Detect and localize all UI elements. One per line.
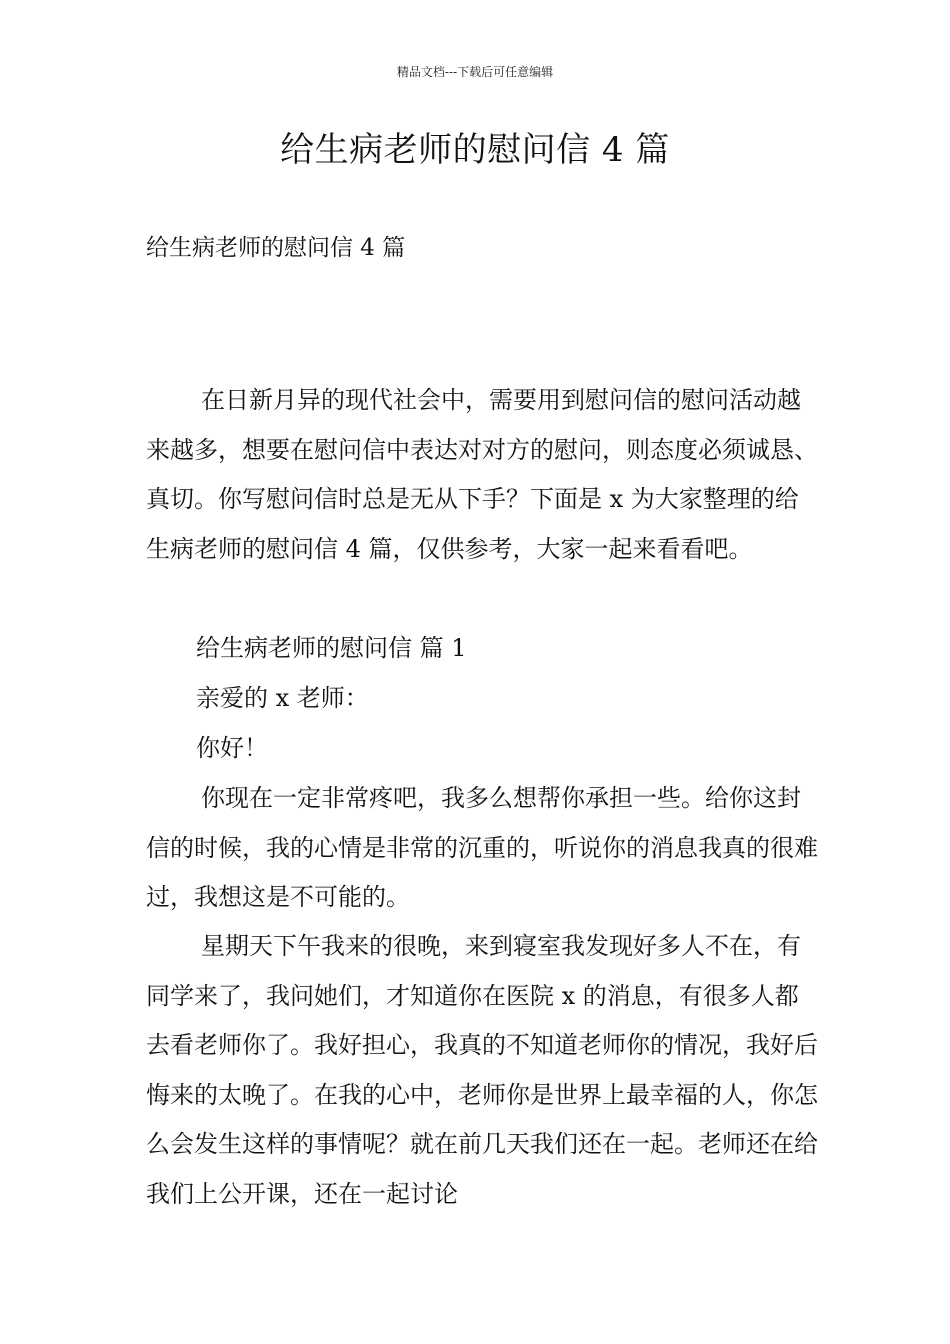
page-header-watermark: 精品文档---下载后可任意编辑 — [396, 65, 554, 79]
letter-paragraph-1: 你现在一定非常疼吧，我多么想帮你承担一些。给你这封信的时候，我的心情是非常的沉重的，听说你的消息我真的很难过，我想这是不可能的。 — [146, 784, 818, 911]
letter-salutation: 亲爱的 x 老师： — [196, 684, 369, 712]
letter-paragraph-2: 星期天下午我来的很晚，来到寝室我发现好多人不在，有同学来了，我问她们，才知道你在医院 x 的消息，有很多人都去看老师你了。我好担心，我真的不知道老师你的情况，我好后悔来的太晚了。在我的心中，老师你是世界上最幸福的人，你怎么会发生这样的事情呢？就在前几天我们还在一起。老师还在给我们上公开课，还在一起讨论 — [146, 932, 818, 1208]
intro-paragraph: 在日新月异的现代社会中，需要用到慰问信的慰问活动越来越多，想要在慰问信中表达对对方的慰问，则态度必须诚恳、真切。你写慰问信时总是无从下手？下面是 x 为大家整理的给生病老师的慰问信 4 篇，仅供参考，大家一起来看看吧。 — [146, 386, 818, 563]
document-subtitle: 给生病老师的慰问信 4 篇 — [146, 235, 406, 261]
section-heading: 给生病老师的慰问信 篇 1 — [196, 634, 467, 662]
document-title: 给生病老师的慰问信 4 篇 — [280, 130, 670, 170]
letter-greeting: 你好！ — [196, 734, 268, 762]
